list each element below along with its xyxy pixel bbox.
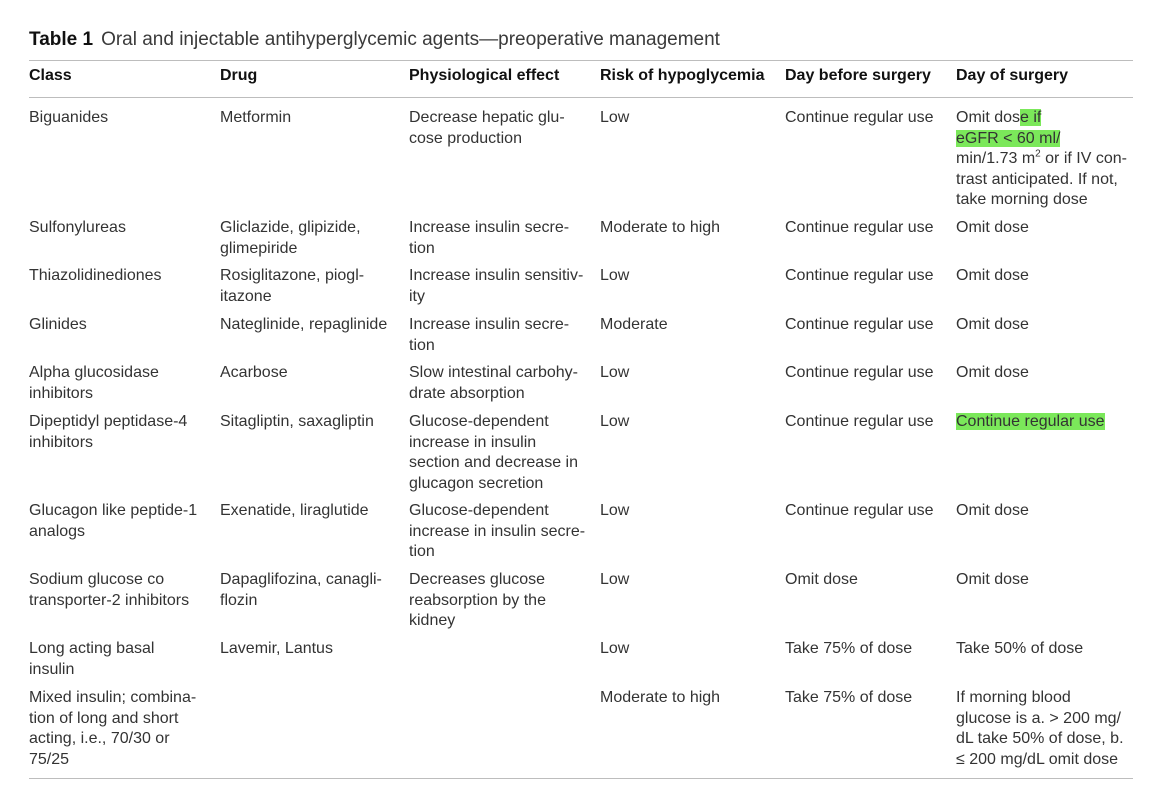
cell-line: inhibitors <box>29 433 94 451</box>
cell-line: Gliclazide, glipizide, <box>220 219 361 236</box>
cell-line: Continue regular use <box>785 413 934 430</box>
cell-line: Glucagon like peptide-1 <box>29 502 198 519</box>
cell-day-of <box>956 639 1136 660</box>
cell-day-of <box>956 108 1136 211</box>
cell-line: Dipeptidyl peptidase-4 <box>29 413 188 430</box>
cell-line: Increase insulin sensitiv- <box>409 267 584 284</box>
cell-line: 75/25 <box>29 750 70 768</box>
cell-line: Omit dose <box>956 219 1029 236</box>
cell-day-before <box>785 501 951 522</box>
cell-drug <box>220 639 404 660</box>
cell-line: Moderate to high <box>600 689 721 706</box>
cell-line: Low <box>600 109 630 126</box>
cell-class <box>29 412 215 453</box>
cell-effect <box>409 108 595 149</box>
cell-day-before <box>785 266 951 287</box>
cell-line: increase in insulin secre- <box>409 522 586 540</box>
superscript: 2 <box>1035 148 1041 160</box>
cell-line: insulin <box>29 660 75 678</box>
cell-line: Take 75% of dose <box>785 640 913 657</box>
cell-line: Glucose-dependent <box>409 502 549 519</box>
cell-line: Omit dose <box>956 364 1029 381</box>
cell-effect <box>409 570 595 632</box>
cell-day-of <box>956 363 1136 384</box>
cell-line: trast anticipated. If not, <box>956 170 1118 188</box>
cell-line: section and decrease in <box>409 454 578 472</box>
cell-day-before <box>785 363 951 384</box>
table-caption <box>29 29 720 51</box>
cell-risk <box>600 570 780 591</box>
cell-line: Continue regular use <box>785 364 934 381</box>
cell-line: Low <box>600 413 630 430</box>
cell-line: dL take 50% of dose, b. <box>956 730 1124 748</box>
cell-risk <box>600 218 780 239</box>
cell-line: take morning dose <box>956 191 1088 209</box>
cell-line: analogs <box>29 522 86 540</box>
cell-risk <box>600 363 780 384</box>
cell-day-before <box>785 570 951 591</box>
cell-drug <box>220 501 404 522</box>
cell-drug <box>220 315 404 336</box>
cell-line: Long acting basal <box>29 640 155 657</box>
cell-drug <box>220 266 404 307</box>
cell-line: cose production <box>409 129 522 147</box>
cell-effect <box>409 218 595 259</box>
text-fragment: Omit dos <box>956 109 1021 126</box>
cell-line: Metformin <box>220 109 292 126</box>
cell-risk <box>600 501 780 522</box>
highlighted-text: Continue regular use <box>956 413 1105 430</box>
cell-line: Moderate to high <box>600 219 721 236</box>
cell-line: Glinides <box>29 316 87 333</box>
cell-line: increase in insulin <box>409 433 537 451</box>
cell-class <box>29 363 215 404</box>
cell-line: reabsorption by the <box>409 591 546 609</box>
cell-line: Sodium glucose co <box>29 571 165 588</box>
cell-line: Sulfonylureas <box>29 219 126 236</box>
cell-risk <box>600 108 780 129</box>
cell-effect <box>409 266 595 307</box>
highlighted-text: e if <box>1020 109 1042 126</box>
cell-line: If morning blood <box>956 689 1071 706</box>
cell-line: tion <box>409 543 435 561</box>
cell-class <box>29 315 215 336</box>
header-physiological-effect: Physiological effect <box>409 67 560 84</box>
cell-line: Omit dose <box>956 267 1029 284</box>
cell-day-of <box>956 218 1136 239</box>
header-rule <box>29 97 1133 98</box>
cell-line: Continue regular use <box>785 316 934 333</box>
cell-line: Omit dose <box>785 571 858 588</box>
cell-class <box>29 501 215 542</box>
cell-drug <box>220 218 404 259</box>
cell-effect <box>409 501 595 563</box>
cell-line: glucose is a. > 200 mg/ <box>956 709 1121 727</box>
cell-line: Moderate <box>600 316 668 333</box>
cell-line: inhibitors <box>29 384 94 402</box>
cell-line: Biguanides <box>29 109 109 126</box>
cell-line: Acarbose <box>220 364 288 381</box>
cell-day-before <box>785 412 951 433</box>
cell-line: flozin <box>220 591 258 609</box>
cell-line: drate absorption <box>409 384 525 402</box>
cell-line: ≤ 200 mg/dL omit dose <box>956 750 1119 768</box>
cell-line: glimepiride <box>220 239 298 257</box>
cell-line: kidney <box>409 612 456 630</box>
cell-line <box>956 149 1136 170</box>
cell-line: Omit dose <box>956 571 1029 588</box>
cell-day-of <box>956 412 1136 433</box>
cell-line: Sitagliptin, saxagliptin <box>220 413 374 430</box>
highlighted-text: eGFR < 60 ml/ <box>956 129 1061 147</box>
header-drug: Drug <box>220 67 258 84</box>
cell-class <box>29 688 215 770</box>
cell-line: Decreases glucose <box>409 571 546 588</box>
cell-effect <box>409 363 595 404</box>
cell-line: Dapaglifozina, canagli- <box>220 571 382 588</box>
cell-line: itazone <box>220 287 272 305</box>
table-title: Oral and injectable antihyperglycemic agents—preoperative management <box>101 29 720 50</box>
cell-line: Continue regular use <box>785 219 934 236</box>
cell-line: Decrease hepatic glu- <box>409 109 565 126</box>
cell-line: Thiazolidinediones <box>29 267 162 284</box>
cell-line: Continue regular use <box>785 267 934 284</box>
cell-risk <box>600 412 780 433</box>
text-fragment: min/1.73 m <box>956 150 1036 168</box>
cell-line: Rosiglitazone, piogl- <box>220 267 365 284</box>
cell-line: tion of long and short <box>29 709 179 727</box>
cell-line: Low <box>600 267 630 284</box>
cell-day-before <box>785 688 951 709</box>
text-fragment: or if IV con- <box>1040 150 1127 168</box>
cell-risk <box>600 315 780 336</box>
cell-line: Low <box>600 571 630 588</box>
top-rule <box>29 60 1133 61</box>
cell-line: ity <box>409 287 425 305</box>
cell-line: Alpha glucosidase <box>29 364 159 381</box>
cell-line: Low <box>600 502 630 519</box>
cell-line: Take 50% of dose <box>956 640 1084 657</box>
cell-line: Low <box>600 364 630 381</box>
table-label: Table 1 <box>29 29 94 50</box>
cell-day-before <box>785 315 951 336</box>
cell-line: Omit dose <box>956 502 1029 519</box>
cell-day-of <box>956 688 1136 770</box>
cell-line: Slow intestinal carbohy- <box>409 364 578 381</box>
cell-line: Increase insulin secre- <box>409 219 570 236</box>
cell-line: glucagon secretion <box>409 474 544 492</box>
cell-line: Exenatide, liraglutide <box>220 502 369 519</box>
cell-line: Low <box>600 640 630 657</box>
cell-class <box>29 570 215 611</box>
cell-drug <box>220 108 404 129</box>
cell-line: Increase insulin secre- <box>409 316 570 333</box>
cell-day-of <box>956 501 1136 522</box>
header-class: Class <box>29 67 72 84</box>
cell-day-before <box>785 108 951 129</box>
cell-effect <box>409 315 595 356</box>
cell-day-before <box>785 639 951 660</box>
header-day-of-surgery: Day of surgery <box>956 67 1069 84</box>
cell-risk <box>600 688 780 709</box>
cell-line: Nateglinide, repaglinide <box>220 316 388 333</box>
header-day-before-surgery: Day before surgery <box>785 67 931 84</box>
cell-day-of <box>956 570 1136 591</box>
cell-line: Lavemir, Lantus <box>220 640 333 657</box>
cell-drug <box>220 363 404 384</box>
cell-class <box>29 266 215 287</box>
cell-line: Glucose-dependent <box>409 413 549 430</box>
cell-drug <box>220 412 404 433</box>
cell-class <box>29 218 215 239</box>
cell-line: acting, i.e., 70/30 or <box>29 730 170 748</box>
cell-drug <box>220 570 404 611</box>
cell-line: Take 75% of dose <box>785 689 913 706</box>
cell-line <box>956 129 1136 150</box>
cell-effect <box>409 412 595 494</box>
cell-line: tion <box>409 336 435 354</box>
cell-day-of <box>956 266 1136 287</box>
cell-risk <box>600 639 780 660</box>
cell-line: Mixed insulin; combina- <box>29 689 197 706</box>
cell-risk <box>600 266 780 287</box>
cell-line: Omit dose <box>956 316 1029 333</box>
cell-line <box>956 108 1136 129</box>
cell-line: transporter-2 inhibitors <box>29 591 190 609</box>
cell-line: Continue regular use <box>785 502 934 519</box>
cell-day-before <box>785 218 951 239</box>
cell-class <box>29 639 215 680</box>
cell-line: Continue regular use <box>785 109 934 126</box>
cell-line: tion <box>409 239 435 257</box>
cell-day-of <box>956 315 1136 336</box>
cell-class <box>29 108 215 129</box>
cell-line <box>956 412 1136 433</box>
bottom-rule <box>29 778 1133 779</box>
header-risk-of-hypoglycemia: Risk of hypoglycemia <box>600 67 765 84</box>
